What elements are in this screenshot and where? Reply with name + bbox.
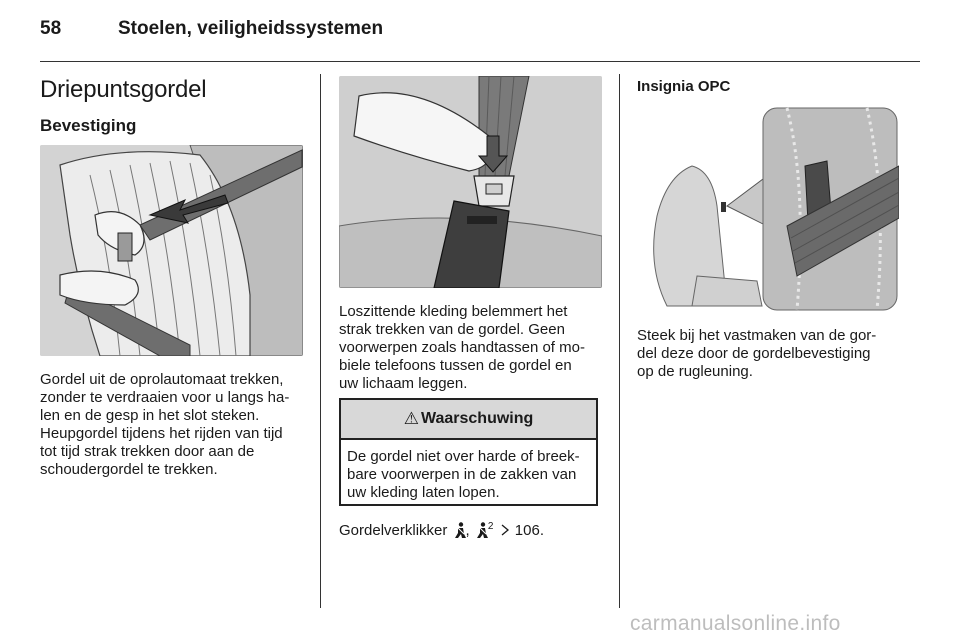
text-line: Heupgordel tijdens het rijden van tijd [40,425,283,442]
reference-superscript: 2 [487,521,494,532]
text-line: Steek bij het vastmaken van de gor- [637,327,877,344]
text-line: uw kleding laten lopen. [347,484,500,501]
subsection-title: Bevestiging [40,116,137,135]
seat-belt-guide-drawing [637,106,899,312]
right-paragraph [637,327,902,381]
reference-page[interactable]: 106. [514,522,544,539]
warning-header [341,400,596,440]
warning-body [341,440,596,502]
text-line: schoudergordel te trekken. [40,461,218,478]
warning-triangle-icon: ⚠ [403,409,419,428]
buckle-insertion-drawing [339,76,602,288]
text-line: op de rugleuning. [637,363,753,380]
belt-fastening-illustration [40,145,303,356]
seatbelt-warning-2-icon [477,522,488,538]
warning-title: Waarschuwing [420,410,534,427]
buckle-insertion-illustration [339,76,602,288]
section-title: Driepuntsgordel [40,76,207,103]
text-line: voorwerpen zoals handtassen of mo- [339,339,585,356]
page-header [40,18,920,50]
belt-fastening-drawing [40,145,303,356]
text-line: Loszittende kleding belemmert het [339,303,568,320]
running-title: Stoelen, veiligheidssystemen [118,18,384,39]
left-paragraph [40,371,310,479]
column-divider-right [619,74,620,608]
text-line: tot tijd strak trekken door aan de [40,443,255,460]
seat-belt-guide-illustration [637,106,899,312]
reference-separator: , [465,522,470,539]
seatbelt-warning-icon [455,522,466,538]
text-line: biele telefoons tussen de gordel en [339,357,572,374]
reference-text: Gordelverklikker [339,522,448,539]
text-line: Gordel uit de oprolautomaat trekken, [40,371,284,388]
text-line: uw lichaam leggen. [339,375,468,392]
page-reference-arrow-icon [501,524,509,536]
text-line: De gordel niet over harde of breek- [347,448,580,465]
text-line: strak trekken van de gordel. Geen [339,321,565,338]
seatbelt-reminder-reference [339,518,544,540]
text-line: bare voorwerpen in de zakken van [347,466,577,483]
text-line: len en de gesp in het slot steken. [40,407,260,424]
right-heading: Insignia OPC [637,78,731,95]
watermark: carmanualsonline.info [630,612,841,635]
warning-box [339,398,598,506]
text-line: zonder te verdraaien voor u langs ha- [40,389,290,406]
page-number: 58 [40,18,62,39]
column-divider-left [320,74,321,608]
header-rule [40,61,920,62]
text-line: del deze door de gordelbevestiging [637,345,871,362]
middle-paragraph [339,303,604,393]
